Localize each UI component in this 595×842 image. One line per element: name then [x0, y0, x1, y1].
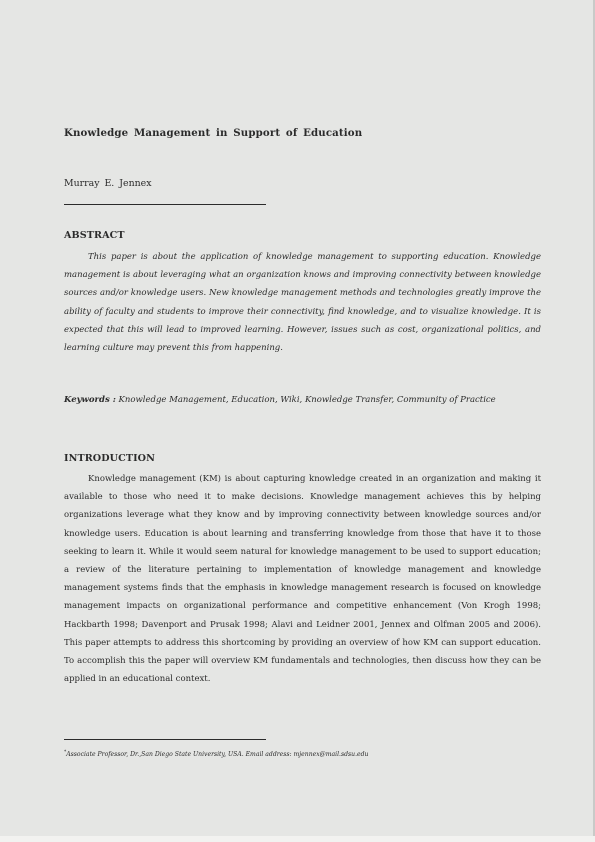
footnote-marker: * — [64, 750, 67, 755]
keywords-label: Keywords : — [64, 395, 116, 405]
abstract-text: This paper is about the application of knowledge management to supporting education. Knowledge management is about leveraging what an organization knows and improving connectivity between knowledge sources and/or knowledge users. New knowledge management methods and technologies greatly improve the ability of faculty and students to improve their connectivity, find knowledge, and to visualize knowledge. It is expected that this will lead to improved learning. However, issues such as cost, organizational politics, and learning culture may prevent this from happening. — [64, 252, 541, 354]
page-bottom-band — [0, 836, 595, 842]
author-name: Murray E. Jennex — [64, 178, 152, 189]
paper-title: Knowledge Management in Support of Education — [64, 127, 363, 139]
keywords-text: Knowledge Management, Education, Wiki, Knowledge Transfer, Community of Practice — [115, 395, 496, 405]
keywords-paragraph — [64, 391, 541, 409]
footnote-divider — [64, 739, 266, 740]
footnote-text: Associate Professor, Dr.,San Diego State University, USA. Email address: mjennex@mail.sdsu.edu — [66, 751, 369, 759]
introduction-text: Knowledge management (KM) is about capturing knowledge created in an organization and making it available to those who need it to make decisions. Knowledge management achieves this by helping organizations leverage what they know and by improving connectivity between knowledge sources and/or knowledge users. Education is about learning and transferring knowledge from those that have it to those seeking to learn it. While it would seem natural for knowledge management to be used to support education; a review of the literature pertaining to implementation of knowledge management and knowledge management systems finds that the emphasis in knowledge management research is focused on knowledge management impacts on organizational performance and competitive enhancement (Von Krogh 1998; Hackbarth 1998; Davenport and Prusak 1998; Alavi and Leidner 2001, Jennex and Olfman 2005 and 2006). This paper attempts to address this shortcoming by providing an overview of how KM can support education. To accomplish this the paper will overview KM fundamentals and technologies, then discuss how they can be applied in an educational context. — [64, 474, 541, 685]
footnote — [64, 750, 368, 758]
author-divider — [64, 204, 266, 205]
introduction-heading: INTRODUCTION — [64, 453, 156, 464]
abstract-heading: ABSTRACT — [64, 230, 125, 241]
